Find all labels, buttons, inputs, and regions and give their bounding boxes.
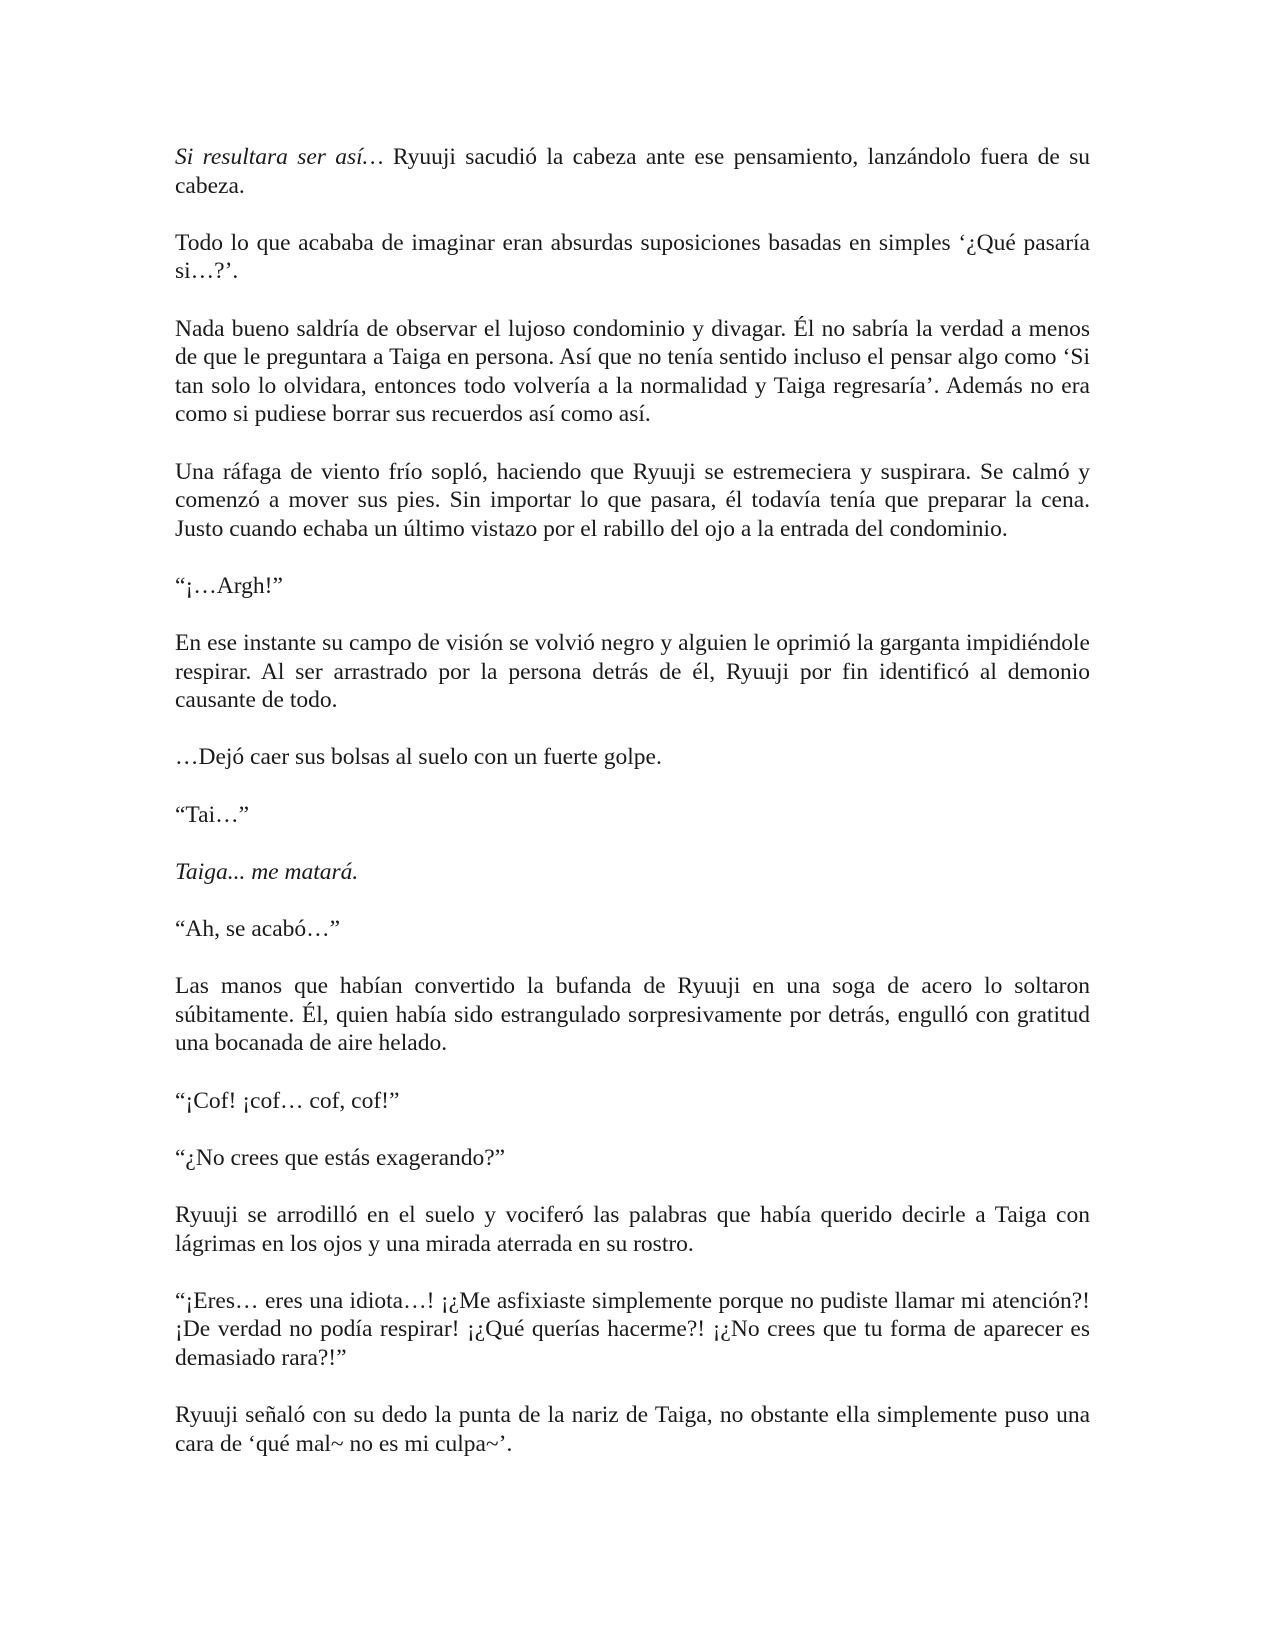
paragraph: En ese instante su campo de visión se volvió negro y alguien le oprimió la garganta impidiéndole respirar. Al ser arrastrado por la persona detrás de él, Ryuuji por fin identificó al demonio causante de todo.: [175, 630, 1090, 714]
paragraph: …Dejó caer sus bolsas al suelo con un fuerte golpe.: [175, 744, 662, 771]
dialogue-line: “¡Cof! ¡cof… cof, cof!”: [175, 1087, 400, 1114]
paragraph: Ryuuji se arrodilló en el suelo y vociferó las palabras que había querido decirle a Taiga con lágrimas en los ojos y una mirada aterrada en su rostro.: [175, 1201, 1090, 1257]
dialogue-line: “Ah, se acabó…”: [175, 916, 341, 943]
dialogue-line: “¡…Argh!”: [175, 572, 283, 599]
paragraph: Las manos que habían convertido la bufanda de Ryuuji en una soga de acero lo soltaron súbitamente. Él, quien había sido estrangulado sorpresivamente por detrás, engulló con gratitud una bocanada de aire helado.: [175, 973, 1090, 1057]
paragraph: Todo lo que acababa de imaginar eran absurdas suposiciones basadas en simples ‘¿Qué pasaría si…?’.: [175, 229, 1090, 285]
paragraph-italic: Taiga... me matará.: [175, 858, 359, 885]
dialogue-line: “¡Eres… eres una idiota…! ¡¿Me asfixiaste simplemente porque no pudiste llamar mi atención?! ¡De verdad no podía respirar! ¡¿Qué querías hacerme?! ¡¿No crees que tu forma de aparecer es demasiado rara?!”: [175, 1287, 1090, 1371]
paragraph: [175, 143, 1090, 200]
paragraph: Una ráfaga de viento frío sopló, haciendo que Ryuuji se estremeciera y suspirara. Se calmó y comenzó a mover sus pies. Sin importar lo que pasara, él todavía tenía que preparar la cena. Justo cuando echaba un último vistazo por el rabillo del ojo a la entrada del condominio.: [175, 458, 1090, 542]
paragraph-italic: Si resultara ser así…: [175, 144, 384, 170]
dialogue-line: “¿No crees que estás exagerando?”: [175, 1144, 506, 1171]
paragraph: Nada bueno saldría de observar el lujoso condominio y divagar. Él no sabría la verdad a menos de que le preguntara a Taiga en persona. Así que no tenía sentido incluso el pensar algo como ‘Si tan solo lo olvidara, entonces todo volvería a la normalidad y Taiga regresaría’. Además no era como si pudiese borrar sus recuerdos así como así.: [175, 315, 1090, 428]
paragraph: Ryuuji señaló con su dedo la punta de la nariz de Taiga, no obstante ella simplemente puso una cara de ‘qué mal~ no es mi culpa~’.: [175, 1402, 1090, 1457]
paragraph: [175, 858, 1090, 887]
document-page: [175, 143, 1090, 1487]
dialogue-line: “Tai…”: [175, 801, 250, 828]
paragraph-text: Ryuuji sacudió la cabeza ante ese pensamiento, lanzándolo fuera de su cabeza.: [175, 144, 1090, 199]
